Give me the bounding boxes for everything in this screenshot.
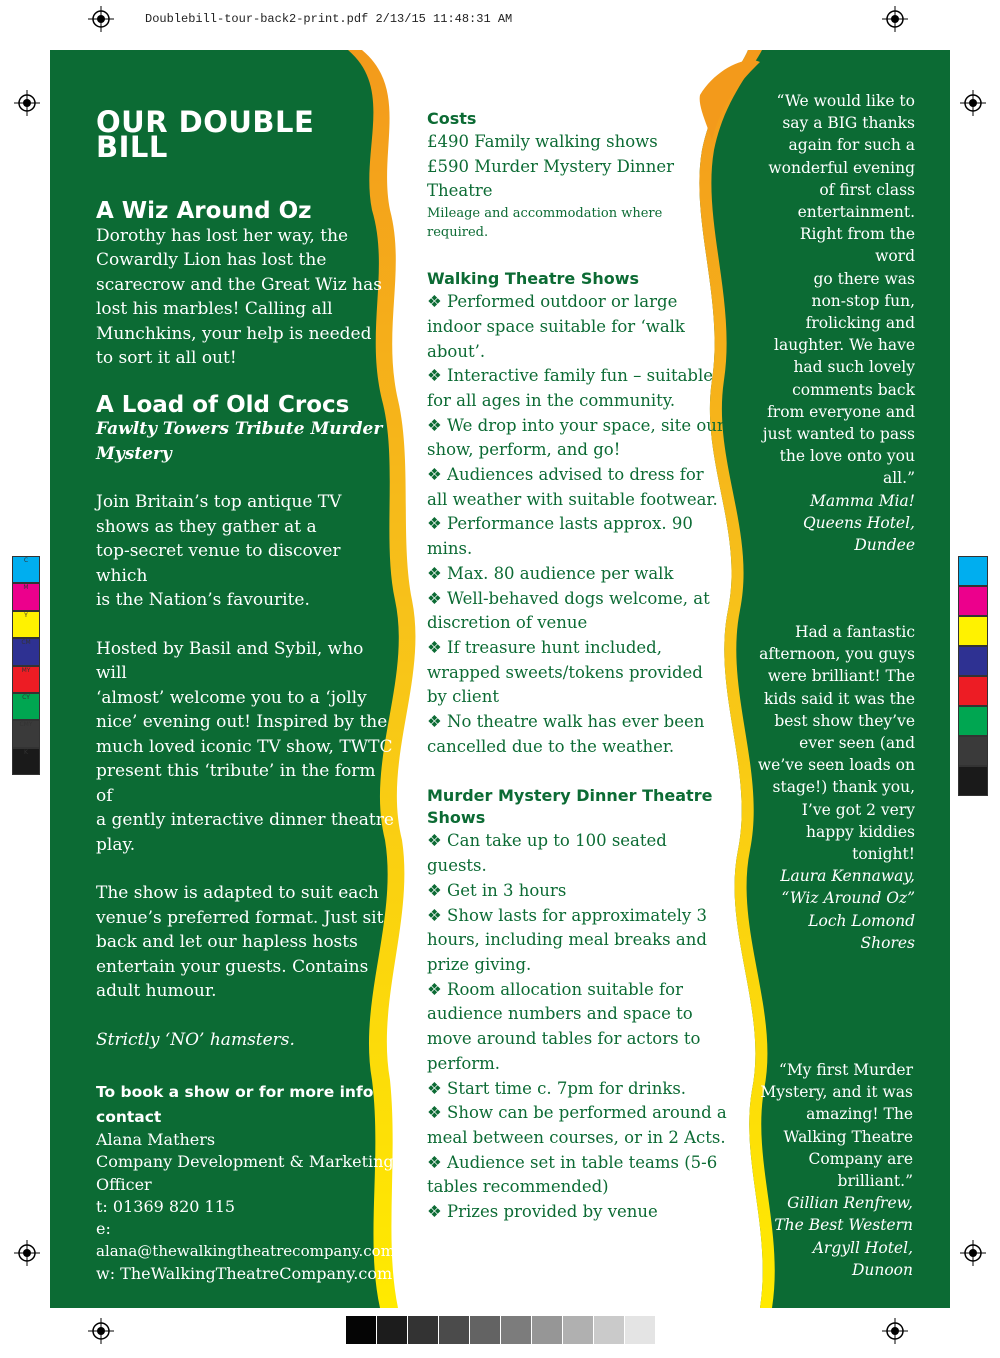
cost-line: Theatre (427, 181, 493, 201)
color-swatch (958, 736, 988, 766)
show2-paragraph-3: The show is adapted to suit each venue’s preferred format. Just sit back and let our hapless hosts entertain your guests. Contains adult humour. (96, 883, 384, 1001)
contact-details: Alana Mathers Company Development & Marketing Officer t: 01369 820 115 e: alana@thewalkingtheatrecompany.com w: TheWalkingTheatreCompany.com (96, 1129, 396, 1285)
testimonial-line: laughter. We have (774, 336, 915, 355)
color-swatch: C (12, 556, 40, 583)
file-slug: Doublebill-tour-back2-print.pdf 2/13/15 11:48:31 AM (145, 12, 513, 26)
testimonial-line: amazing! The (806, 1105, 913, 1124)
grey-step-swatch (532, 1316, 562, 1344)
testimonial-line: wonderful evening (768, 158, 915, 177)
color-swatch (958, 706, 988, 736)
testimonial-attribution: Gillian Renfrew, (787, 1194, 913, 1213)
murder-list-line: prize giving. (427, 954, 532, 974)
walking-list-line: mins. (427, 539, 473, 559)
murder-list-line: ❖ Start time c. 7pm for drinks. (427, 1078, 687, 1098)
grey-step-swatch (501, 1316, 531, 1344)
testimonial-3 (750, 1059, 913, 1281)
murder-list-line: audience numbers and space to (427, 1004, 693, 1024)
testimonial-line: Walking Theatre (783, 1127, 913, 1146)
color-swatch: M (12, 583, 40, 610)
email-link[interactable]: alana@thewalkingtheatrecompany.com (96, 1242, 395, 1261)
registration-mark-icon (960, 1240, 986, 1266)
grey-step-swatch (625, 1316, 655, 1344)
color-swatch: CM (12, 638, 40, 665)
testimonial-line: were brilliant! The (767, 667, 915, 686)
color-swatch: CMY (12, 720, 40, 747)
page-title: OUR DOUBLE BILL (96, 105, 315, 164)
walking-list-line: cancelled due to the weather. (427, 736, 675, 756)
grey-step-swatch (563, 1316, 593, 1344)
testimonial-line: say a BIG thanks (782, 114, 915, 133)
testimonial-attribution: Loch Lomond Shores (808, 911, 915, 952)
registration-mark-icon (882, 6, 908, 32)
testimonial-attribution: Dundee (854, 536, 915, 555)
testimonial-2 (750, 621, 915, 954)
walking-heading: Walking Theatre Shows (427, 269, 640, 289)
walking-list-line: for all ages in the community. (427, 390, 676, 410)
walking-list-line: ❖ Performed outdoor or large (427, 292, 678, 312)
color-bar-right (958, 556, 988, 796)
walking-list-line: discretion of venue (427, 613, 588, 633)
grey-step-swatch (408, 1316, 438, 1344)
registration-mark-icon (88, 6, 114, 32)
testimonial-line: we’ve seen loads on (757, 756, 915, 775)
walking-list-line: ❖ No theatre walk has ever been (427, 712, 705, 732)
murder-list-line: perform. (427, 1053, 501, 1073)
testimonial-line: brilliant.” (837, 1172, 913, 1191)
costs-heading: Costs (427, 109, 477, 128)
walking-list-line: ❖ Max. 80 audience per walk (427, 563, 674, 583)
show2-note: Strictly ‘NO’ hamsters. (96, 1029, 295, 1050)
testimonial-line: Had a fantastic (794, 623, 915, 641)
show2-title: A Load of Old Crocs (96, 391, 350, 418)
testimonial-line: kids said it was the (763, 689, 915, 708)
color-bar-left (12, 556, 40, 775)
grey-step-swatch (470, 1316, 500, 1344)
walking-list-line: all weather with suitable footwear. (427, 489, 718, 509)
color-swatch: MY (12, 666, 40, 693)
testimonial-attribution: Argyll Hotel, Dunoon (812, 1238, 913, 1279)
murder-list (427, 829, 737, 1224)
color-swatch (958, 766, 988, 796)
show2-paragraph-1: Join Britain’s top antique TV shows as they gather at a top-secret venue to discover which is the Nation’s favourite. (96, 492, 342, 610)
murder-list-line: ❖ Room allocation suitable for (427, 979, 683, 999)
grey-step-swatch (594, 1316, 624, 1344)
testimonial-line: ever seen (and (799, 734, 915, 753)
murder-list-line: move around tables for actors to (427, 1029, 701, 1049)
testimonial-line: again for such a (788, 136, 915, 155)
grey-step-swatch (439, 1316, 469, 1344)
color-swatch: Y (12, 611, 40, 638)
registration-mark-icon (960, 90, 986, 116)
contact-heading: To book a show or for more info contact (96, 1083, 374, 1126)
testimonial-line: the love onto you (779, 447, 915, 466)
testimonial-line: afternoon, you guys (759, 645, 915, 664)
color-swatch (958, 556, 988, 586)
walking-list-line: ❖ Interactive family fun – suitable (427, 366, 714, 386)
testimonial-1 (755, 90, 915, 556)
walking-list-line: show, perform, and go! (427, 440, 621, 460)
testimonial-line: Company are (808, 1149, 913, 1168)
grey-step-swatch (346, 1316, 376, 1344)
murder-heading: Murder Mystery Dinner Theatre Shows (427, 786, 713, 828)
color-swatch (958, 586, 988, 616)
costs-note: Mileage and accommodation where (427, 206, 663, 222)
murder-list-line: ❖ Show can be performed around a (427, 1103, 727, 1123)
murder-list-line: tables recommended) (427, 1177, 609, 1197)
walking-list-line: ❖ Audiences advised to dress for (427, 465, 704, 485)
testimonial-line: from everyone and (767, 402, 915, 421)
grey-step-swatch (377, 1316, 407, 1344)
walking-list-line: ❖ If treasure hunt included, (427, 637, 662, 657)
show2-subtitle: Fawlty Towers Tribute Murder Mystery (96, 419, 383, 464)
walking-list-line: ❖ Performance lasts approx. 90 (427, 514, 693, 534)
walking-list-line: wrapped sweets/tokens provided (427, 662, 703, 682)
murder-list-line: guests. (427, 856, 487, 876)
testimonial-line: stage!) thank you, (772, 778, 915, 797)
color-swatch: CY (12, 693, 40, 720)
testimonial-attribution: “Wiz Around Oz” (781, 889, 915, 908)
testimonial-line: best show they’ve (774, 711, 915, 730)
murder-list-line: ❖ Show lasts for approximately 3 (427, 905, 707, 925)
phone-number[interactable]: t: 01369 820 115 (96, 1196, 236, 1216)
registration-mark-icon (14, 1240, 40, 1266)
testimonial-line: of first class (819, 180, 915, 199)
testimonial-attribution: Laura Kennaway, (780, 867, 915, 886)
murder-list-line: ❖ Audience set in table teams (5-6 (427, 1152, 718, 1172)
walking-list-line: indoor space suitable for ‘walk (427, 316, 685, 336)
costs-note: required. (427, 225, 489, 241)
middle-column (427, 108, 737, 1225)
testimonial-line: tonight! (852, 845, 915, 864)
testimonial-line: just wanted to pass (762, 425, 915, 444)
cost-line: £490 Family walking shows (427, 132, 658, 151)
testimonial-line: all.” (882, 469, 915, 488)
color-swatch (958, 676, 988, 706)
murder-list-line: hours, including meal breaks and (427, 930, 707, 950)
registration-mark-icon (14, 90, 40, 116)
walking-list-line: by client (427, 687, 499, 707)
testimonial-line: Right from the word (799, 225, 915, 266)
left-column (96, 105, 396, 1285)
murder-list-line: ❖ Can take up to 100 seated (427, 831, 667, 851)
murder-list-line: meal between courses, or in 2 Acts. (427, 1127, 726, 1147)
website-link[interactable]: w: TheWalkingTheatreCompany.com (96, 1263, 393, 1283)
registration-mark-icon (88, 1318, 114, 1344)
testimonial-line: entertainment. (797, 203, 915, 222)
walking-list-line: about’. (427, 341, 486, 361)
testimonial-line: Mystery, and it was (760, 1083, 913, 1102)
testimonial-line: “We would like to (776, 92, 915, 110)
testimonial-line: frolicking and (805, 314, 915, 333)
registration-mark-icon (882, 1318, 908, 1344)
walking-list-line: ❖ We drop into your space, site our (427, 415, 725, 435)
testimonial-attribution: Queens Hotel, (802, 513, 915, 532)
testimonial-line: had such lovely (793, 358, 915, 377)
color-swatch: K (12, 748, 40, 775)
murder-list-line: ❖ Get in 3 hours (427, 880, 567, 900)
testimonial-line: non-stop fun, (811, 291, 915, 310)
walking-list (427, 290, 737, 759)
walking-list-line: ❖ Well-behaved dogs welcome, at (427, 588, 710, 608)
color-swatch (958, 616, 988, 646)
show1-title: A Wiz Around Oz (96, 198, 312, 224)
testimonial-line: happy kiddies (805, 822, 915, 841)
cost-line: £590 Murder Mystery Dinner (427, 156, 675, 176)
show2-paragraph-2: Hosted by Basil and Sybil, who will ‘almost’ welcome you to a ‘jolly nice’ evening out! Inspired by the much loved iconic TV show, TWTC present this ‘tribute’ in the form of a gently interactive dinner theatre play. (96, 638, 394, 855)
testimonial-line: go there was (813, 269, 915, 288)
testimonial-line: “My first Murder (778, 1061, 913, 1079)
testimonial-line: comments back (792, 380, 915, 399)
show1-description: Dorothy has lost her way, the Cowardly Lion has lost the scarecrow and the Great Wiz has lost his marbles! Calling all Munchkins, your help is needed to sort it all out! (96, 225, 382, 368)
testimonial-line: I’ve got 2 very (801, 800, 915, 819)
testimonial-attribution: The Best Western (774, 1216, 913, 1235)
color-swatch (958, 646, 988, 676)
murder-list-line: ❖ Prizes provided by venue (427, 1202, 658, 1222)
testimonial-attribution: Mamma Mia! (810, 491, 915, 510)
